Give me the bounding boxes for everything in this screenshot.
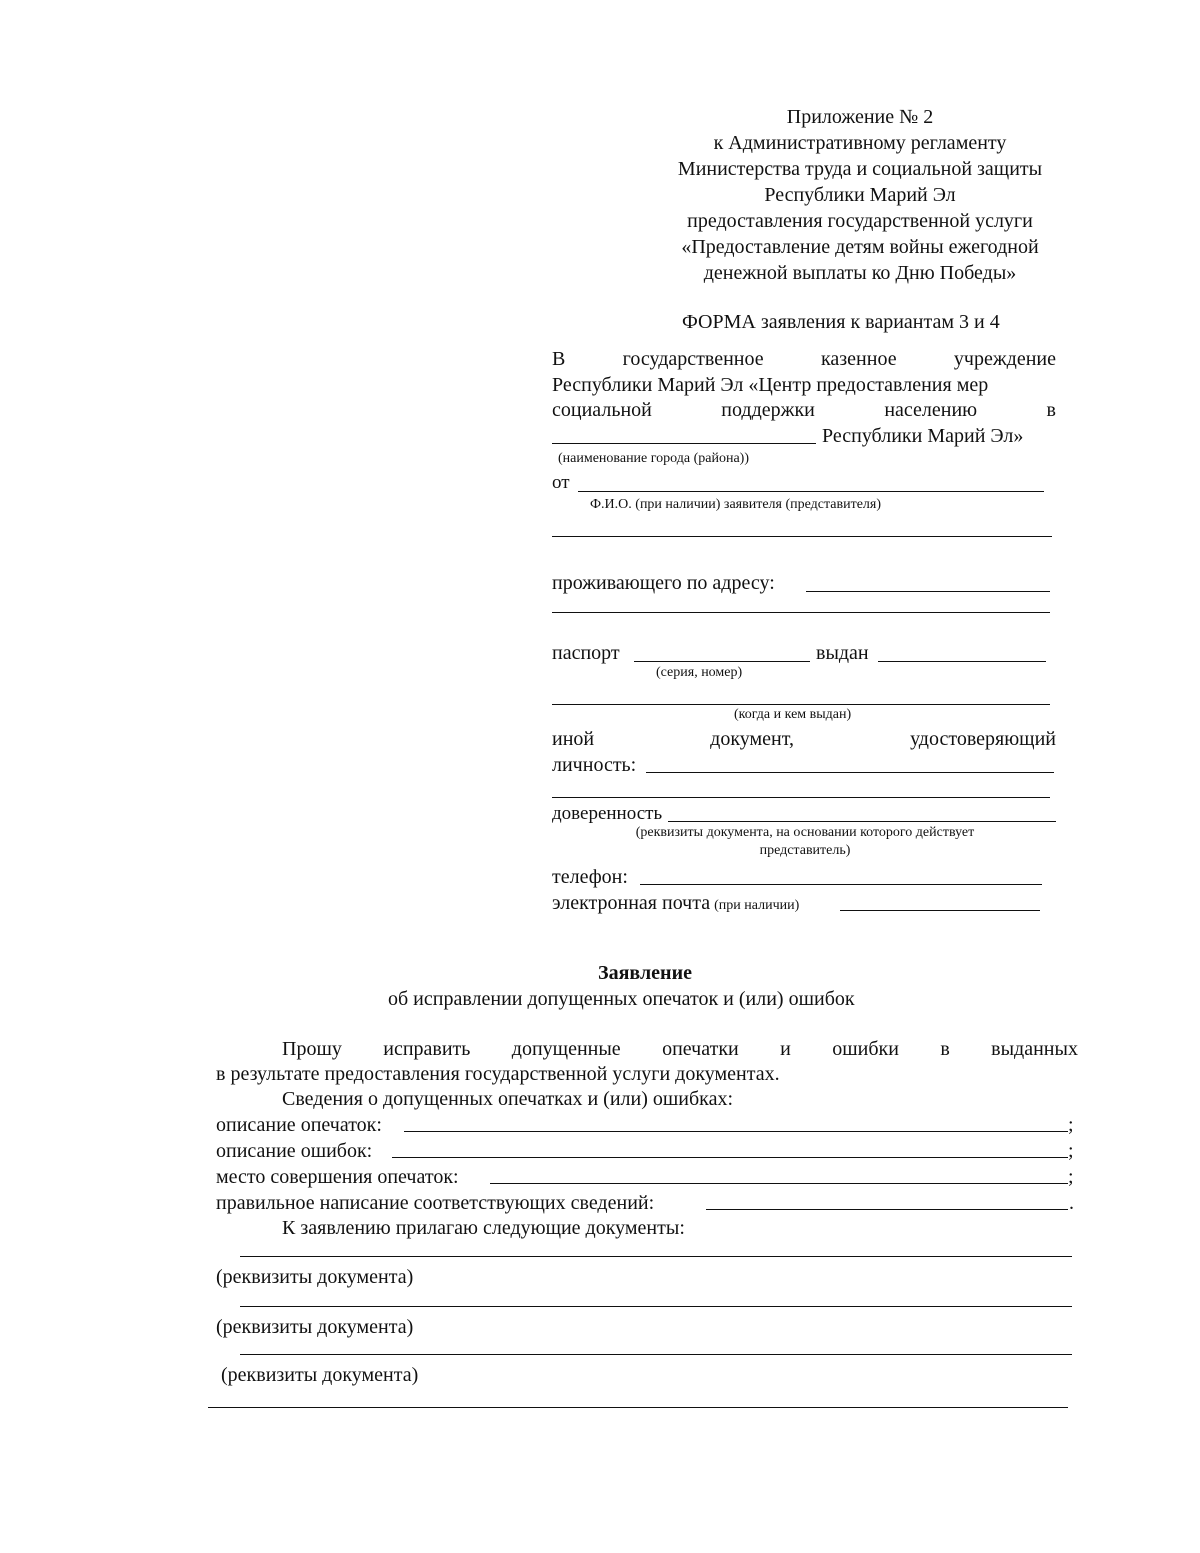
email-field[interactable] bbox=[840, 910, 1040, 911]
identity-field[interactable] bbox=[646, 772, 1054, 773]
header-line: «Предоставление детям войны ежегодной bbox=[681, 236, 1039, 258]
address-label: проживающего по адресу: bbox=[552, 572, 775, 594]
word: иной bbox=[552, 728, 595, 750]
attachment-hint-1: (реквизиты документа) bbox=[216, 1266, 414, 1288]
word: в bbox=[940, 1038, 950, 1060]
attachment-hint-3: (реквизиты документа) bbox=[221, 1364, 419, 1386]
details-intro: Сведения о допущенных опечатках и (или) ошибках: bbox=[282, 1088, 734, 1110]
phone-label: телефон: bbox=[552, 866, 628, 888]
correct-field[interactable] bbox=[706, 1209, 1068, 1210]
header-line: денежной выплаты ко Дню Победы» bbox=[703, 262, 1017, 284]
word: В bbox=[552, 348, 566, 370]
email-hint: (при наличии) bbox=[714, 898, 800, 913]
attachment-hint-2: (реквизиты документа) bbox=[216, 1316, 414, 1338]
word: допущенные bbox=[511, 1038, 621, 1060]
period: . bbox=[1069, 1192, 1074, 1214]
from-label: от bbox=[552, 472, 570, 493]
identity-field-continued[interactable] bbox=[552, 797, 1050, 798]
word: опечатки bbox=[662, 1038, 739, 1060]
email-label-group bbox=[552, 890, 799, 916]
semicolon: ; bbox=[1068, 1140, 1074, 1162]
header-line: к Административному регламенту bbox=[713, 132, 1007, 154]
passport-issued-field-continued[interactable] bbox=[552, 704, 1050, 705]
statement-subtitle: об исправлении допущенных опечаток и (или) ошибок bbox=[388, 988, 855, 1010]
word: и bbox=[780, 1038, 791, 1060]
city-field[interactable] bbox=[552, 443, 816, 444]
addressee-line-1 bbox=[552, 346, 1056, 372]
word: казенное bbox=[820, 348, 897, 370]
attachment-field-3[interactable] bbox=[240, 1354, 1072, 1355]
header-line: Приложение № 2 bbox=[786, 106, 934, 128]
fio-field[interactable] bbox=[578, 491, 1044, 492]
place-label: место совершения опечаток: bbox=[216, 1166, 459, 1188]
request-line-2: в результате предоставления государственной услуги документах. bbox=[216, 1063, 780, 1085]
city-hint: (наименование города (района)) bbox=[558, 451, 749, 466]
issued-label: выдан bbox=[816, 642, 869, 664]
word: исправить bbox=[383, 1038, 471, 1060]
proxy-hint-line: (реквизиты документа, на основании которого действует bbox=[635, 825, 975, 840]
correct-label: правильное написание соответствующих сведений: bbox=[216, 1192, 655, 1214]
request-line-1 bbox=[282, 1036, 1078, 1062]
addressee-line-3 bbox=[552, 397, 1056, 423]
word: населению bbox=[884, 399, 978, 421]
proxy-hint bbox=[580, 824, 1030, 860]
proxy-label: доверенность bbox=[552, 803, 663, 824]
form-title: ФОРМА заявления к вариантам 3 и 4 bbox=[682, 311, 1000, 333]
errors-label: описание ошибок: bbox=[216, 1140, 373, 1162]
header-line: Министерства труда и социальной защиты bbox=[677, 158, 1043, 180]
statement-title: Заявление bbox=[598, 962, 692, 984]
address-field-continued[interactable] bbox=[552, 612, 1050, 613]
identity-label: личность: bbox=[552, 754, 637, 776]
word: документ, bbox=[710, 728, 794, 750]
fio-hint: Ф.И.О. (при наличии) заявителя (представителя) bbox=[590, 497, 882, 512]
addressee-line-4: Республики Марий Эл» bbox=[822, 425, 1024, 447]
header-line: предоставления государственной услуги bbox=[687, 210, 1033, 232]
addressee-line-2: Республики Марий Эл «Центр предоставления мер bbox=[552, 374, 989, 396]
phone-field[interactable] bbox=[640, 884, 1042, 885]
signature-line[interactable] bbox=[208, 1407, 1068, 1408]
passport-label: паспорт bbox=[552, 642, 620, 664]
attachment-field-2[interactable] bbox=[240, 1306, 1072, 1307]
typos-label: описание опечаток: bbox=[216, 1114, 382, 1136]
word: государственное bbox=[622, 348, 764, 370]
series-hint: (серия, номер) bbox=[656, 665, 743, 680]
attach-label: К заявлению прилагаю следующие документы: bbox=[282, 1217, 685, 1239]
word: ошибки bbox=[832, 1038, 899, 1060]
word: выданных bbox=[991, 1038, 1078, 1060]
header-line: Республики Марий Эл bbox=[764, 184, 956, 206]
header-block bbox=[640, 104, 1080, 286]
word: социальной bbox=[552, 399, 652, 421]
passport-number-field[interactable] bbox=[634, 661, 810, 662]
word: поддержки bbox=[721, 399, 815, 421]
other-document-line bbox=[552, 726, 1056, 752]
word: в bbox=[1046, 399, 1056, 421]
passport-issued-field[interactable] bbox=[878, 661, 1046, 662]
proxy-hint-line: представитель) bbox=[759, 843, 851, 858]
typos-field[interactable] bbox=[404, 1131, 1068, 1132]
word: учреждение bbox=[953, 348, 1056, 370]
fio-field-continued[interactable] bbox=[552, 536, 1052, 537]
issued-hint: (когда и кем выдан) bbox=[734, 707, 852, 722]
email-label: электронная почта bbox=[552, 892, 711, 914]
semicolon: ; bbox=[1068, 1114, 1074, 1136]
proxy-field[interactable] bbox=[668, 821, 1056, 822]
word: Прошу bbox=[282, 1038, 342, 1060]
errors-field[interactable] bbox=[392, 1157, 1068, 1158]
semicolon: ; bbox=[1068, 1166, 1074, 1188]
attachment-field-1[interactable] bbox=[240, 1256, 1072, 1257]
place-field[interactable] bbox=[490, 1183, 1068, 1184]
word: удостоверяющий bbox=[910, 728, 1056, 750]
address-field[interactable] bbox=[806, 591, 1050, 592]
